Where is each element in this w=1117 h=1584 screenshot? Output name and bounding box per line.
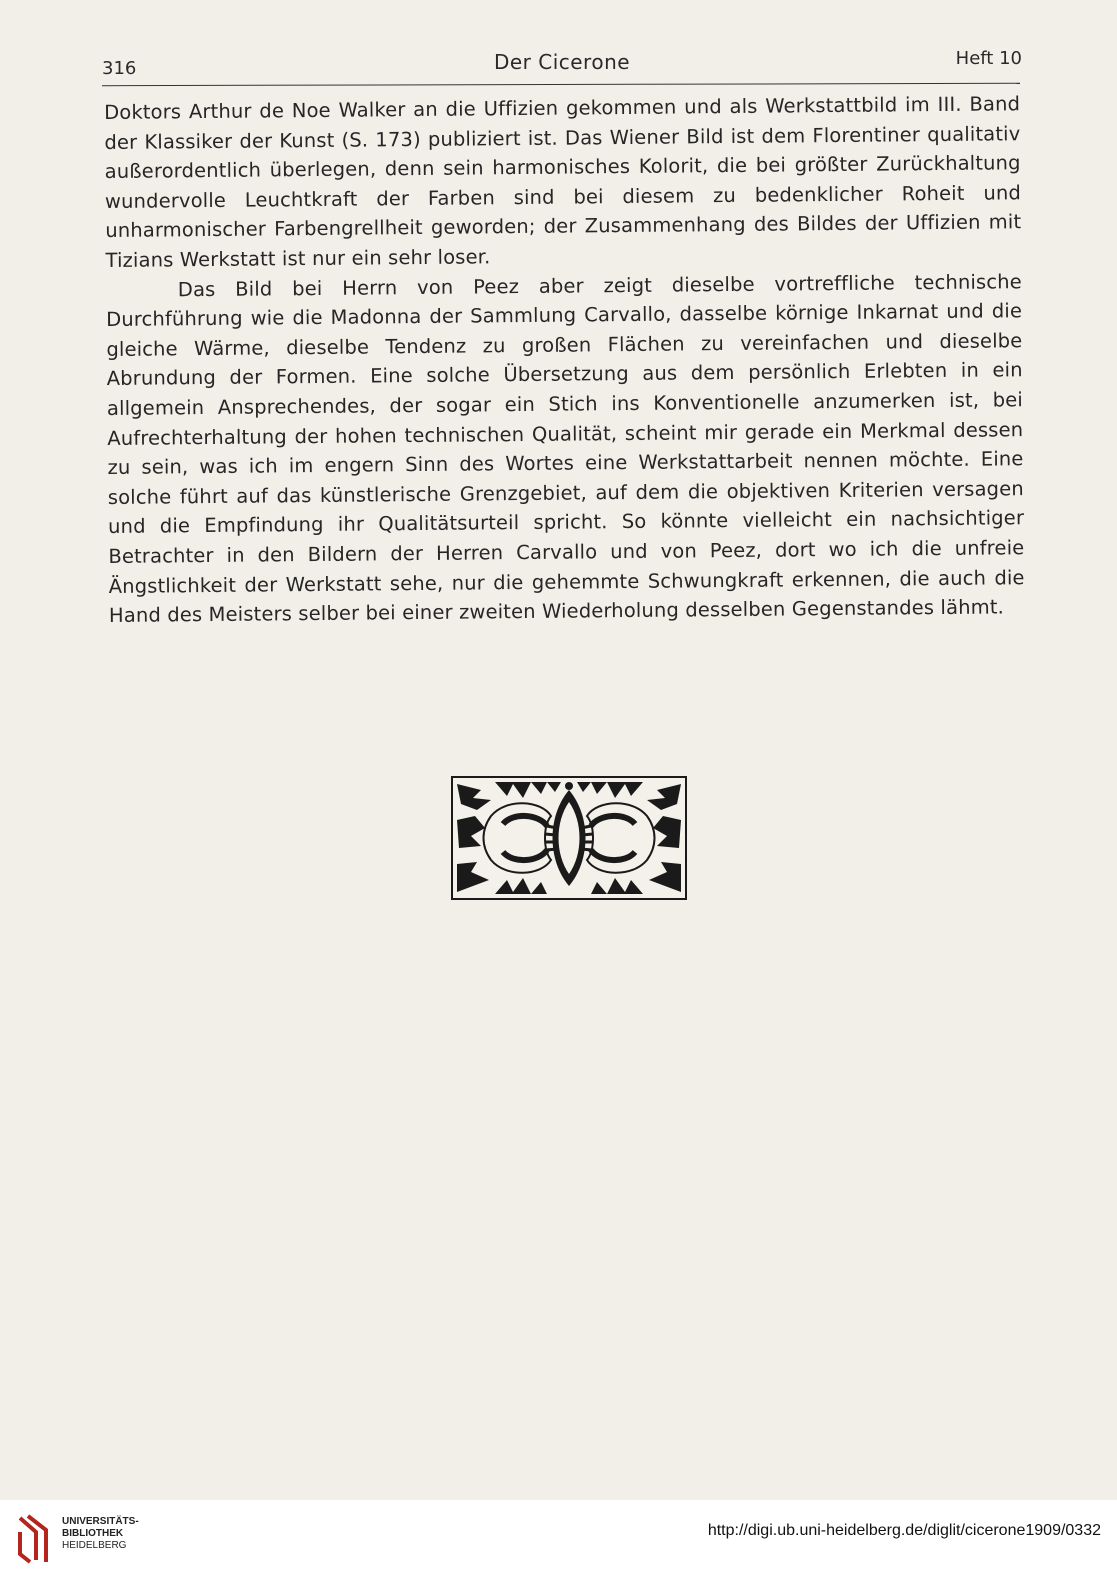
library-line-3: HEIDELBERG [62,1540,127,1551]
paragraph-2: Das Bild bei Herrn von Peez aber zeigt dieselbe vortreffliche technische Durchführung wie die Madonna der Sammlung Carvallo, dasselbe körnige Inkarnat und die gleiche Wärme, dieselbe Tendenz zu großen Flächen zu vereinfachen und dieselbe Abrundung der Formen. Eine solche Übersetzung aus dem persönlich Erlebten in ein allgemein Ansprechendes, der sogar ein Stich ins Konventionelle anzumerken ist, bei Aufrechterhaltung der hohen technischen Qualität, scheint mir gerade ein Merkmal dessen zu sein, was ich im engern Sinn des Wortes eine Werkstattarbeit nennen möchte. Eine solche führt auf das künstlerische Grenzgebiet, auf dem die objektiven Kriterien versagen und die Empfindung ihr Qualitätsurteil spricht. So könnte vielleicht ein nachsichtiger Betrachter in den Bildern der Herren Carvallo und von Peez, dort wo ich die unfreie Ängstlichkeit der Werkstatt sehe, nur die gehemmte Schwungkraft erkennen, die auch die Hand des Meisters selber bei einer zweiten Wiederholung desselben Gegenstandes lähmt. [106,269,1025,628]
running-head [102,42,1022,82]
issue-label: Heft 10 [955,48,1022,69]
body-text [104,89,1025,630]
library-line-2: BIBLIOTHEK [62,1528,124,1539]
header-rule [102,83,1020,86]
leaf-ornament-icon [451,776,687,900]
footer-bar [0,1500,1117,1584]
library-name [62,1516,139,1552]
library-logo-icon [16,1512,56,1566]
paragraph-1: Doktors Arthur de Noe Walker an die Uffizien gekommen und als Werkstattbild im III. Band der Klassiker der Kunst (S. 173) publiziert ist. Das Wiener Bild ist dem Florentiner qualitativ außerordentlich überlegen, denn sein harmonisches Kolorit, die bei größter Zurückhaltung wundervolle Leuchtkraft der Farben sind bei diesem zu bedenklicher Roheit und unharmonischer Farbengrellheit geworden; der Zusammenhang des Bildes der Uffizien mit Tizians Werkstatt ist nur ein sehr loser. [104,92,1022,272]
library-line-1: UNIVERSITÄTS- [62,1516,139,1527]
journal-title: Der Cicerone [493,50,631,74]
source-url-link[interactable]: http://digi.ub.uni-heidelberg.de/diglit/cicerone1909/0332 [707,1522,1101,1539]
page-number: 316 [102,58,137,79]
